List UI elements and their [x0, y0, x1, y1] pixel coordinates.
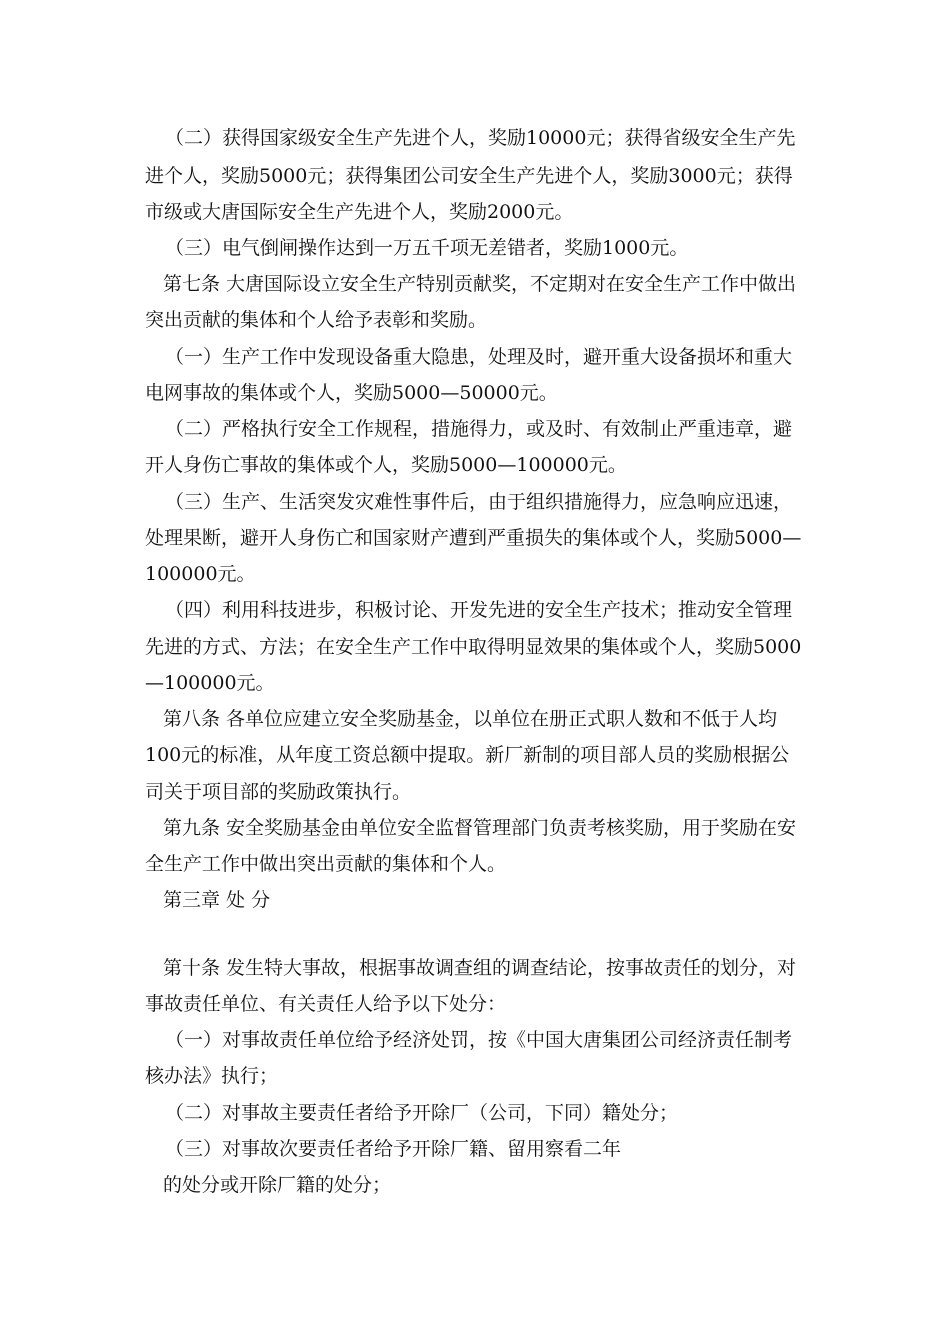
text-line: （二）严格执行安全工作规程，措施得力，或及时、有效制止严重违章，避	[165, 418, 793, 440]
article-heading: 第九条 安全奖励基金由单位安全监督管理部门负责考核奖励，用于奖励在安	[163, 817, 797, 839]
text-line: 处理果断，避开人身伤亡和国家财产遭到严重损失的集体或个人，奖励5000—	[145, 527, 802, 549]
text-line: （三）生产、生活突发灾难性事件后，由于组织措施得力，应急响应迅速，	[165, 491, 793, 513]
text-line: （三）电气倒闸操作达到一万五千项无差错者，奖励1000元。	[165, 237, 689, 259]
text-line: 全生产工作中做出突出贡献的集体和个人。	[145, 853, 507, 875]
text-line: 市级或大唐国际安全生产先进个人，奖励2000元。	[145, 201, 574, 223]
text-line: 开人身伤亡事故的集体或个人，奖励5000—100000元。	[145, 454, 627, 476]
chapter-heading: 第三章 处 分	[163, 889, 271, 911]
text-line: 突出贡献的集体和个人给予表彰和奖励。	[145, 309, 488, 331]
text-line: （一）生产工作中发现设备重大隐患，处理及时，避开重大设备损坏和重大	[165, 346, 793, 368]
text-line: 100000元。	[145, 563, 256, 585]
text-line: 事故责任单位、有关责任人给予以下处分：	[145, 993, 507, 1015]
text-line: 核办法》执行；	[145, 1065, 279, 1087]
text-line: 进个人，奖励5000元；获得集团公司安全生产先进个人，奖励3000元；获得	[145, 165, 793, 187]
article-heading: 第十条 发生特大事故，根据事故调查组的调查结论，按事故责任的划分，对	[163, 957, 797, 979]
text-line: （二）对事故主要责任者给予开除厂（公司，下同）籍处分；	[165, 1102, 679, 1124]
text-line: —100000元。	[145, 672, 275, 694]
text-line: 100元的标准，从年度工资总额中提取。新厂新制的项目部人员的奖励根据公	[145, 744, 790, 766]
text-line: 的处分或开除厂籍的处分；	[163, 1174, 392, 1196]
article-heading: 第七条 大唐国际设立安全生产特别贡献奖，不定期对在安全生产工作中做出	[163, 273, 797, 295]
text-line: （三）对事故次要责任者给予开除厂籍、留用察看二年	[165, 1138, 622, 1160]
text-line: 先进的方式、方法；在安全生产工作中取得明显效果的集体或个人，奖励5000	[145, 636, 802, 658]
text-line: （四）利用科技进步，积极讨论、开发先进的安全生产技术；推动安全管理	[165, 599, 793, 621]
text-line: 电网事故的集体或个人，奖励5000—50000元。	[145, 382, 558, 404]
text-line: （二）获得国家级安全生产先进个人，奖励10000元；获得省级安全生产先	[165, 127, 796, 149]
text-line: （一）对事故责任单位给予经济处罚，按《中国大唐集团公司经济责任制考	[165, 1029, 793, 1051]
article-heading: 第八条 各单位应建立安全奖励基金，以单位在册正式职人数和不低于人均	[163, 708, 778, 730]
text-line: 司关于项目部的奖励政策执行。	[145, 781, 412, 803]
